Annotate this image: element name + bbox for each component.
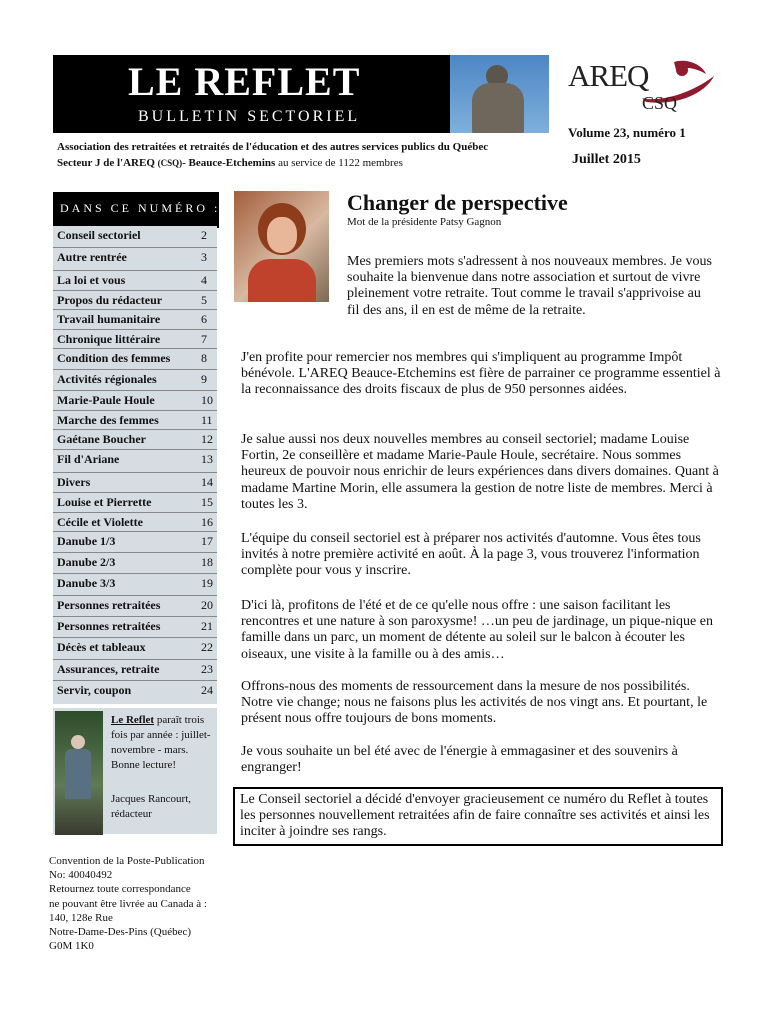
toc-item-title: Conseil sectoriel bbox=[57, 228, 141, 242]
toc-divider bbox=[53, 637, 217, 638]
toc-item[interactable] bbox=[53, 576, 213, 594]
membership-count: au service de 1122 membres bbox=[275, 157, 403, 169]
toc-item[interactable] bbox=[53, 555, 213, 573]
toc-item[interactable] bbox=[53, 598, 213, 616]
toc-item-title: Personnes retraitées bbox=[57, 598, 161, 612]
toc-divider bbox=[53, 429, 217, 430]
article-paragraph: J'en profite pour remercier nos membres qui s'impliquent au programme Impôt bénévole. L'AREQ Beauce-Etchemins est fière de parrainer ce programme essentiel à la reconnaissance des droits fiscaux de plus de 950 personnes aidées. bbox=[241, 350, 721, 398]
president-portrait bbox=[234, 191, 329, 302]
convention-line: G0M 1K0 bbox=[49, 940, 94, 953]
convention-line: Retournez toute correspondance bbox=[49, 883, 191, 896]
region-name: - Beauce-Etchemins bbox=[182, 157, 276, 169]
toc-item-page: 17 bbox=[201, 534, 213, 548]
toc-divider bbox=[53, 472, 217, 473]
toc-item-title: La loi et vous bbox=[57, 273, 126, 287]
toc-divider bbox=[53, 680, 217, 681]
toc-item-title: Propos du rédacteur bbox=[57, 293, 163, 307]
toc-item-page: 7 bbox=[201, 332, 207, 346]
article-title: Changer de perspective bbox=[347, 190, 568, 215]
toc-divider bbox=[53, 270, 217, 271]
toc-item[interactable] bbox=[53, 640, 213, 658]
convention-line: No: 40040492 bbox=[49, 869, 113, 882]
article-paragraph: D'ici là, profitons de l'été et de ce qu'elle nous offre : une saison facilitant les rencontres et une nature à son paroxysme! …un peu de jardinage, un pique-nique en famille dans un parc, un moment de détente au soleil sur le balcon à écouter les oiseaux, une visite à la famille ou à des amis… bbox=[241, 598, 713, 662]
toc-divider bbox=[53, 573, 217, 574]
editor-note bbox=[111, 713, 215, 773]
toc-item-title: Divers bbox=[57, 475, 91, 489]
article-paragraph: L'équipe du conseil sectoriel est à préparer nos activités d'automne. Vous êtes tous invités à notre première activité en août. À la page 3, vous trouverez l'information complète pour vous y inscrire. bbox=[241, 531, 701, 579]
toc-item-page: 20 bbox=[201, 598, 213, 612]
volume-number: Volume 23, numéro 1 bbox=[568, 125, 686, 140]
toc-item[interactable] bbox=[53, 495, 213, 513]
toc-title: DANS CE NUMÉRO : bbox=[60, 201, 221, 215]
toc-item[interactable] bbox=[53, 683, 213, 701]
toc-divider bbox=[53, 410, 217, 411]
editor-photo-body bbox=[65, 749, 91, 799]
toc-item-page: 12 bbox=[201, 432, 213, 446]
toc-item-page: 18 bbox=[201, 555, 213, 569]
toc-item-title: Condition des femmes bbox=[57, 351, 171, 365]
toc-divider bbox=[53, 492, 217, 493]
toc-divider bbox=[53, 659, 217, 660]
portrait-body bbox=[248, 259, 316, 302]
toc-item-page: 14 bbox=[201, 475, 213, 489]
article-paragraph: Je salue aussi nos deux nouvelles membres au conseil sectoriel; madame Louise Fortin, 2e conseillère et madame Marie-Paule Houle, secrétaire. Nous sommes heureux de pouvoir nous enrichir de leurs expériences dans divers domaines. Quant à madame Martine Morin, elle assumera la gestion de notre liste de membres. Merci à toutes les 3. bbox=[241, 432, 719, 512]
toc-item[interactable] bbox=[53, 534, 213, 552]
toc-divider bbox=[53, 247, 217, 248]
toc-item-title: Chronique littéraire bbox=[57, 332, 161, 346]
article-paragraph: Je vous souhaite un bel été avec de l'énergie à emmagasiner et des souvenirs à engranger! bbox=[241, 744, 678, 776]
toc-item-page: 9 bbox=[201, 372, 207, 386]
toc-divider bbox=[53, 552, 217, 553]
toc-item-title: Gaétane Boucher bbox=[57, 432, 146, 446]
statue-body bbox=[472, 83, 524, 133]
toc-item-title: Cécile et Violette bbox=[57, 515, 143, 529]
toc-divider bbox=[53, 616, 217, 617]
toc-item-page: 24 bbox=[201, 683, 213, 697]
toc-item-title: Danube 2/3 bbox=[57, 555, 116, 569]
toc-item[interactable] bbox=[53, 273, 213, 291]
toc-item-title: Danube 3/3 bbox=[57, 576, 116, 590]
toc-item[interactable] bbox=[53, 452, 213, 470]
toc-item-page: 22 bbox=[201, 640, 213, 654]
toc-item[interactable] bbox=[53, 432, 213, 450]
toc-item[interactable] bbox=[53, 619, 213, 637]
toc-item-page: 6 bbox=[201, 312, 207, 326]
portrait-face bbox=[267, 217, 297, 253]
toc-item-title: Personnes retraitées bbox=[57, 619, 161, 633]
toc-item-page: 11 bbox=[201, 413, 213, 427]
editor-photo bbox=[55, 711, 103, 835]
issue-date: Juillet 2015 bbox=[572, 152, 641, 167]
toc-item[interactable] bbox=[53, 250, 213, 268]
toc-item-title: Marche des femmes bbox=[57, 413, 159, 427]
toc-item-page: 19 bbox=[201, 576, 213, 590]
convention-line: 140, 128e Rue bbox=[49, 911, 113, 924]
article-paragraph: Mes premiers mots s'adressent à nos nouveaux membres. Je vous souhaite la bienvenue dans notre association et surtout de vivre pleinement votre retraite. Tout comme le travail s'apprivoise au fil des ans, il en est de même de la retraite. bbox=[347, 254, 712, 318]
toc-item-title: Assurances, retraite bbox=[57, 662, 160, 676]
toc-item-page: 2 bbox=[201, 228, 207, 242]
toc-item-page: 16 bbox=[201, 515, 213, 529]
toc-divider bbox=[53, 309, 217, 310]
article-byline: Mot de la présidente Patsy Gagnon bbox=[347, 216, 502, 228]
areq-logo-text: AREQ bbox=[568, 58, 649, 93]
toc-divider bbox=[53, 390, 217, 391]
toc-divider bbox=[53, 449, 217, 450]
table-of-contents bbox=[53, 226, 217, 704]
toc-item-page: 5 bbox=[201, 293, 207, 307]
convention-line: Convention de la Poste-Publication bbox=[49, 855, 205, 867]
csq-logo-text: CSQ bbox=[642, 93, 678, 113]
toc-item-title: Marie-Paule Houle bbox=[57, 393, 155, 407]
newsletter-title: LE REFLET bbox=[128, 59, 361, 104]
toc-item-title: Louise et Pierrette bbox=[57, 495, 152, 509]
newsletter-subtitle: BULLETIN SECTORIEL bbox=[138, 108, 361, 125]
callout-text: Le Conseil sectoriel a décidé d'envoyer gracieusement ce numéro du Reflet à toutes les personnes nouvellement retraitées afin de faire connaître ses activités et ainsi les inciter à joindre ses rangs. bbox=[240, 792, 710, 840]
association-name: Association des retraitées et retraités de l'éducation et des autres services publics du Québec bbox=[57, 141, 489, 153]
toc-divider bbox=[53, 348, 217, 349]
toc-item[interactable] bbox=[53, 662, 213, 680]
toc-item-page: 10 bbox=[201, 393, 213, 407]
toc-item[interactable] bbox=[53, 475, 213, 493]
toc-item-title: Autre rentrée bbox=[57, 250, 127, 264]
toc-item-title: Activités régionales bbox=[57, 372, 157, 386]
editor-note-publication: Le Reflet bbox=[111, 714, 155, 726]
toc-item-title: Décès et tableaux bbox=[57, 640, 146, 654]
toc-item-page: 23 bbox=[201, 662, 213, 676]
toc-divider bbox=[53, 329, 217, 330]
toc-divider bbox=[53, 531, 217, 532]
toc-item[interactable] bbox=[53, 372, 213, 390]
csq-tag: (CSQ) bbox=[157, 158, 183, 168]
toc-item-page: 4 bbox=[201, 273, 207, 287]
postal-convention bbox=[49, 854, 234, 953]
toc-item-title: Servir, coupon bbox=[57, 683, 132, 697]
toc-item-title: Travail humanitaire bbox=[57, 312, 161, 326]
toc-item-page: 8 bbox=[201, 351, 207, 365]
toc-item[interactable] bbox=[53, 312, 213, 330]
toc-item-title: Fil d'Ariane bbox=[57, 452, 120, 466]
toc-divider bbox=[53, 290, 217, 291]
toc-item-title: Danube 1/3 bbox=[57, 534, 116, 548]
toc-item[interactable] bbox=[53, 351, 213, 369]
editor-signature: Jacques Rancourt, rédacteur bbox=[111, 793, 192, 820]
toc-divider bbox=[53, 369, 217, 370]
convention-line: Notre-Dame-Des-Pins (Québec) bbox=[49, 926, 192, 939]
toc-item-page: 15 bbox=[201, 495, 213, 509]
toc-divider bbox=[53, 512, 217, 513]
toc-item[interactable] bbox=[53, 228, 213, 246]
editor-photo-head bbox=[71, 735, 85, 749]
toc-item[interactable] bbox=[53, 393, 213, 411]
toc-divider bbox=[53, 595, 217, 596]
statue-photo bbox=[450, 55, 549, 133]
article-paragraph: Offrons-nous des moments de ressourcement dans la mesure de nos possibilités. Notre vie change; nous ne faisons plus les activités de nos vingt ans. Et pourtant, le présent nous offre toujours de bons moments. bbox=[241, 679, 708, 727]
toc-item-page: 13 bbox=[201, 452, 213, 466]
toc-item-page: 21 bbox=[201, 619, 213, 633]
sector-line bbox=[57, 157, 403, 169]
toc-item-page: 3 bbox=[201, 250, 207, 264]
convention-line: ne pouvant être livrée au Canada à : bbox=[49, 897, 207, 910]
editor-note-text: paraît trois fois par année : juillet-novembre - mars. Bonne lecture! bbox=[111, 714, 211, 771]
sector-name: Secteur J de l'AREQ bbox=[57, 157, 155, 169]
